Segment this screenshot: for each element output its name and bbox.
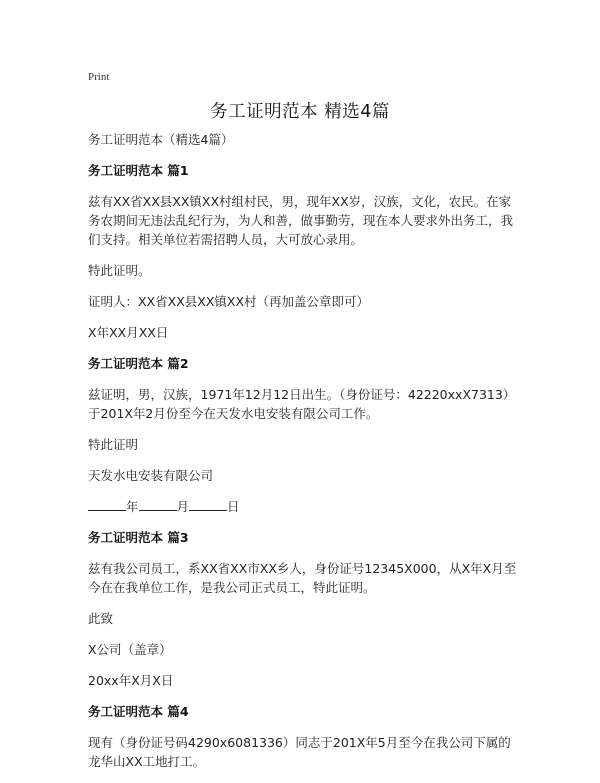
document-body — [88, 130, 518, 783]
section-4-paragraph-body: 现有（身份证号码4290x6081336）同志于201X年5月至今在我公司下属的龙华山XX工地打工。 — [88, 735, 511, 769]
section-1-paragraph-closing: 特此证明。 — [88, 263, 151, 278]
section-3-paragraph-salutation: 此致 — [88, 611, 114, 626]
section-heading-3: 务工证明范本 篇3 — [88, 530, 189, 545]
section-3-paragraph-company: X公司（盖章） — [88, 642, 172, 657]
day-blank — [189, 498, 227, 511]
print-link[interactable]: Print — [88, 71, 110, 83]
section-heading-2: 务工证明范本 篇2 — [88, 356, 189, 371]
section-1-paragraph-body: 兹有XX省XX县XX镇XX村组村民，男，现年XX岁，汉族，文化，农民。在家务农期间无违法乱纪行为，为人和善，做事勤劳，现在本人要求外出务工，我们支持。相关单位若需招聘人员，大可放心录用。 — [88, 194, 514, 247]
month-blank — [139, 498, 177, 511]
section-1-paragraph-certifier: 证明人：XX省XX县XX镇XX村（再加盖公章即可） — [88, 294, 370, 309]
section-2-paragraph-closing: 特此证明 — [88, 437, 139, 452]
section-2-paragraph-company: 天发水电安装有限公司 — [88, 468, 214, 483]
section-3-paragraph-body: 兹有我公司员工，系XX省XX市XX乡人，身份证号12345X000，从X年X月至今在在我单位工作，是我公司正式员工，特此证明。 — [88, 561, 517, 595]
section-heading-1: 务工证明范本 篇1 — [88, 163, 189, 178]
month-label: 月 — [176, 499, 190, 514]
page-title: 务工证明范本 精选4篇 — [210, 102, 390, 122]
section-1-paragraph-date: X年XX月XX日 — [88, 325, 169, 340]
day-label: 日 — [227, 499, 240, 514]
section-2-paragraph-body: 兹证明，男，汉族，1971年12月12日出生。（身份证号：42220xxX7313）于201X年2月份至今在天发水电安装有限公司工作。 — [88, 387, 516, 421]
year-label: 年 — [126, 499, 139, 514]
section-heading-4: 务工证明范本 篇4 — [88, 704, 189, 719]
section-3-paragraph-date: 20xx年X月X日 — [88, 673, 174, 688]
year-blank — [88, 498, 126, 511]
section-2-date-line — [88, 497, 518, 516]
document-subtitle: 务工证明范本（精选4篇） — [88, 132, 234, 147]
